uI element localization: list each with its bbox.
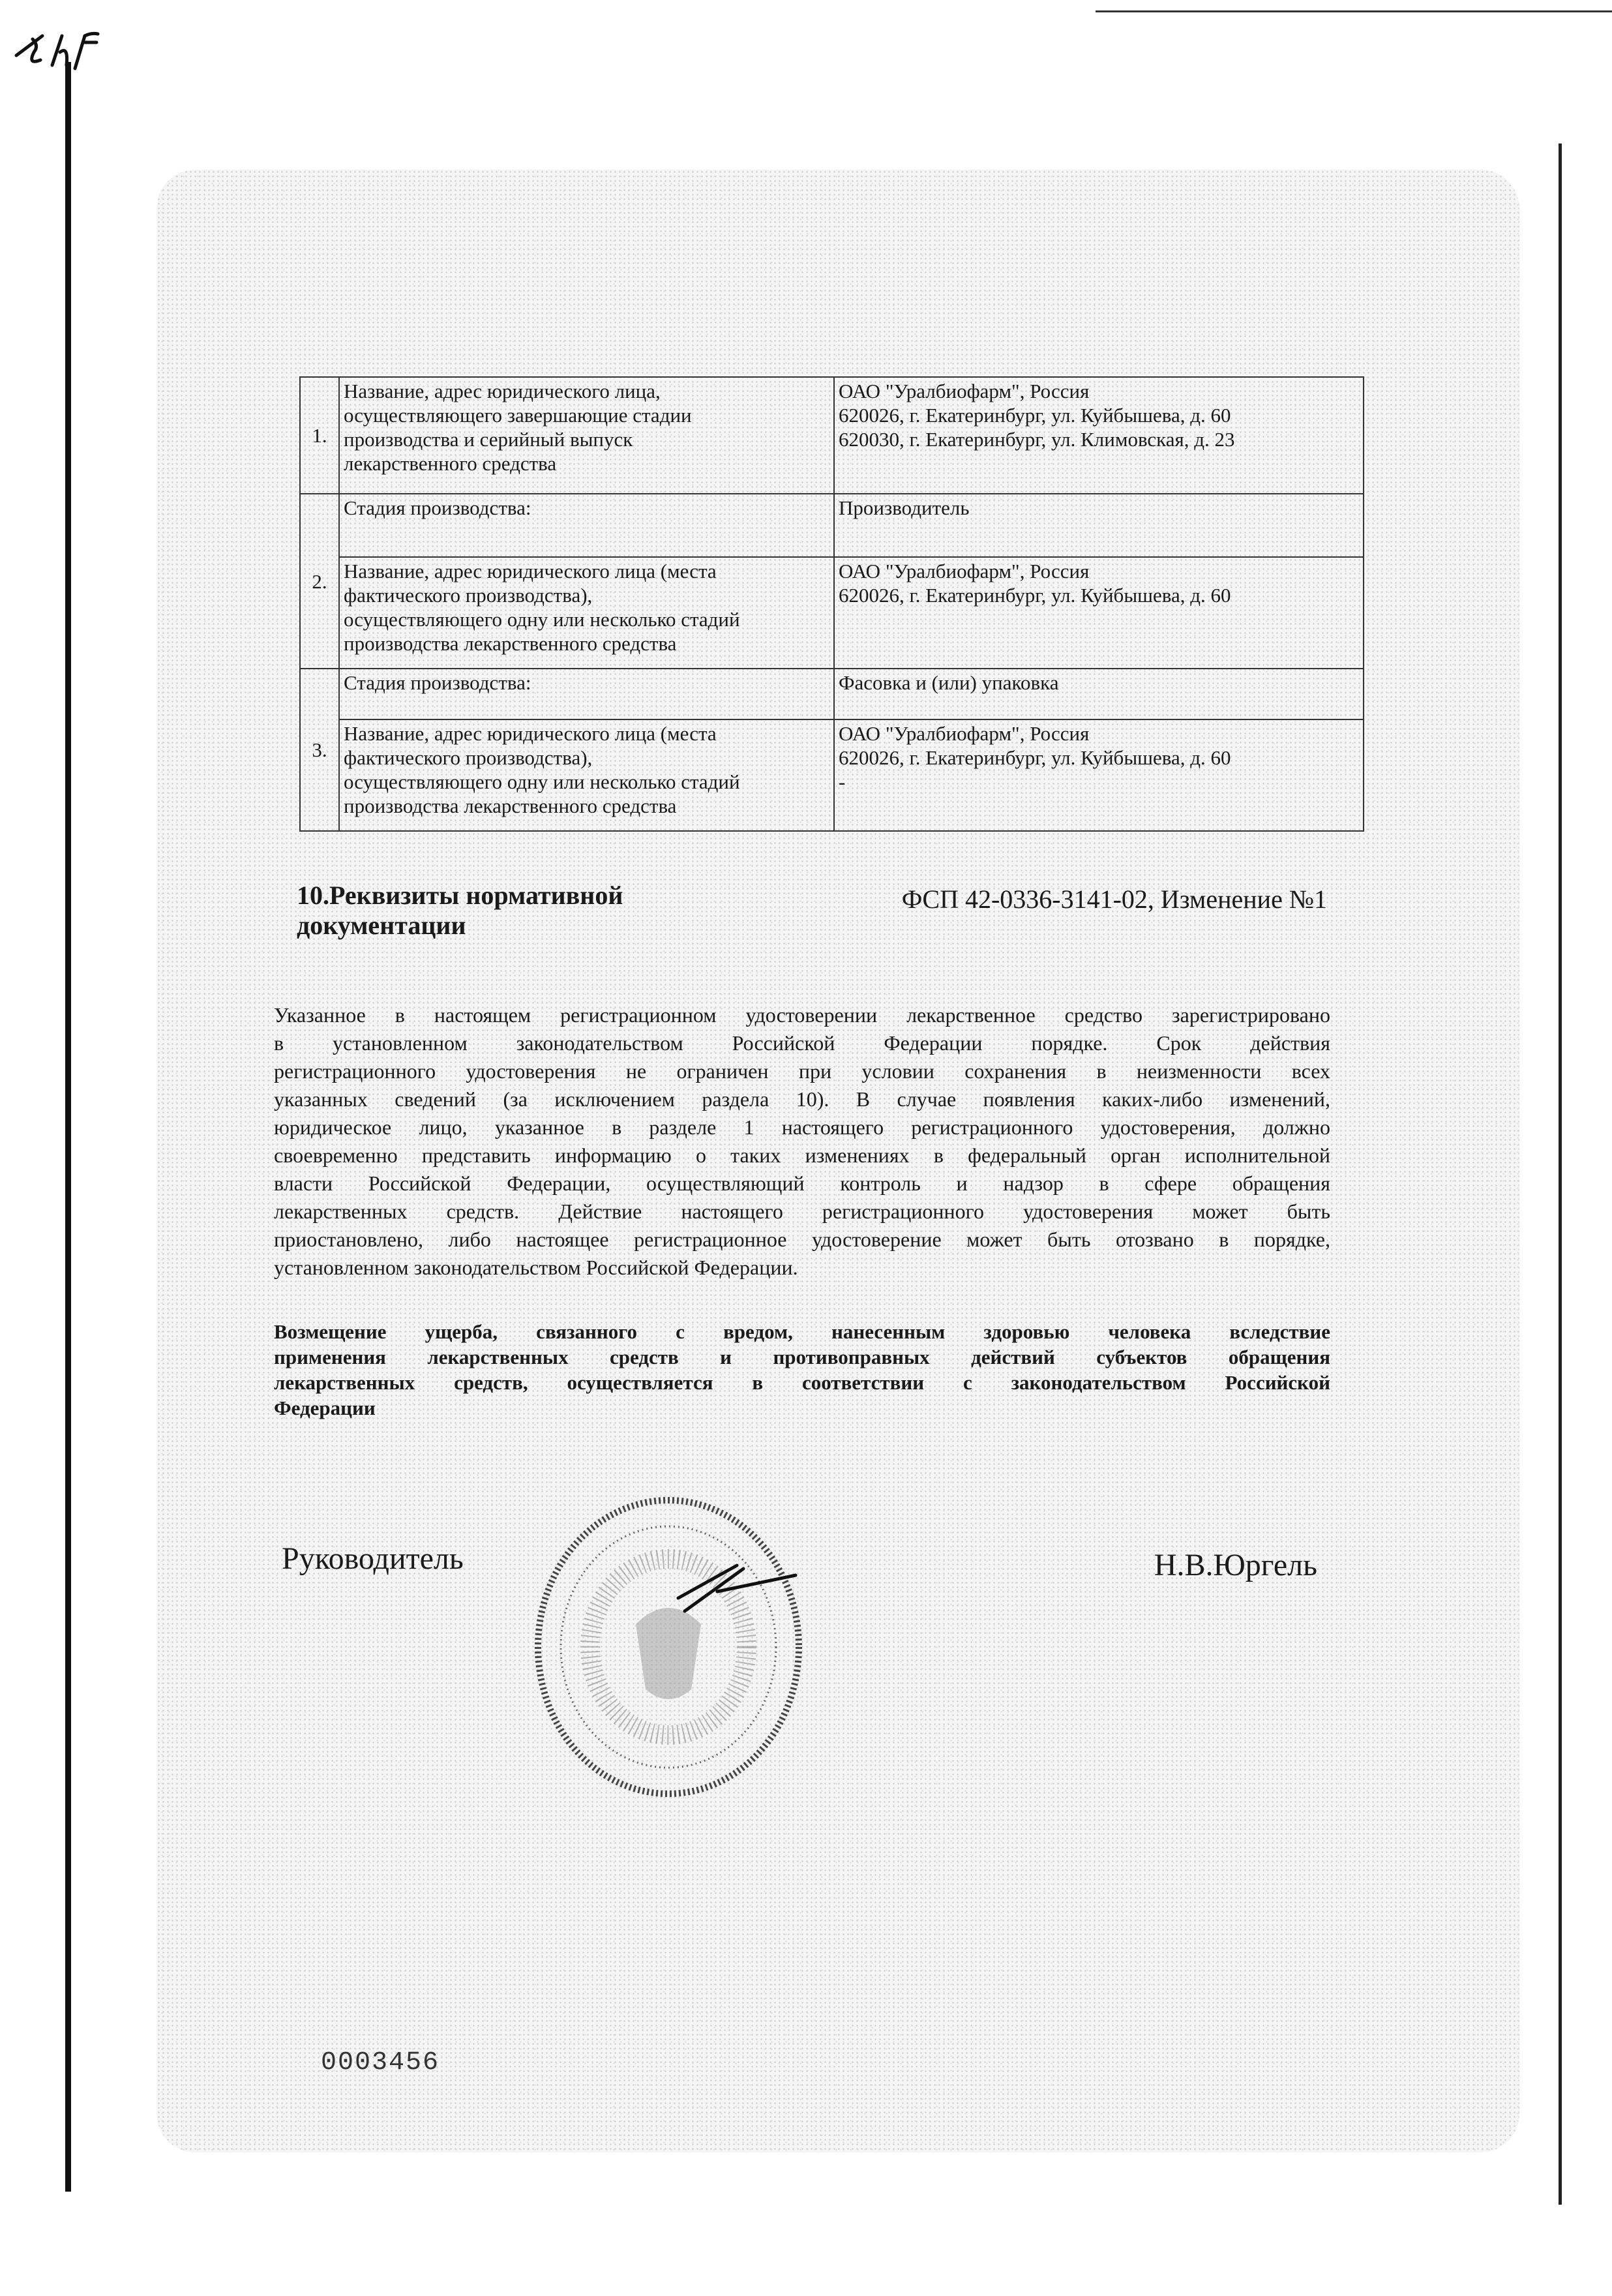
signatory-role: Руководитель <box>282 1541 464 1576</box>
paragraph-line: Возмещение ущерба, связанного с вредом, нанесенным здоровью человека вследствие <box>274 1320 1330 1343</box>
field-value-line: 620026, г. Екатеринбург, ул. Куйбышева, д. 60 <box>839 404 1231 427</box>
paragraph-line: в установленном законодательством Российской Федерации порядке. Срок действия <box>274 1031 1330 1055</box>
field-label-line: Стадия производства: <box>344 496 531 519</box>
field-value-cell <box>834 494 1364 557</box>
field-label-cell <box>339 377 834 494</box>
field-value-cell <box>834 669 1364 719</box>
field-value-line: Производитель <box>839 496 970 519</box>
serial-number: 0003456 <box>321 2048 440 2077</box>
registration-paragraph <box>274 1001 1330 1282</box>
field-value-line: 620026, г. Екатеринбург, ул. Куйбышева, д. 60 <box>839 746 1231 769</box>
section-10-value: ФСП 42-0336-3141-02, Изменение №1 <box>901 884 1327 914</box>
field-value-line: - <box>839 770 846 793</box>
field-label-line: производства и серийный выпуск <box>344 428 633 451</box>
paragraph-line: своевременно представить информацию о таких изменениях в федеральный орган исполнительной <box>274 1143 1330 1167</box>
field-label-cell <box>339 669 834 719</box>
field-label-line: лекарственного средства <box>344 452 557 475</box>
row-number: 1. <box>300 377 339 494</box>
paragraph-line: установленном законодательством Российской Федерации. <box>274 1256 798 1279</box>
signatory-name: Н.В.Юргель <box>1154 1548 1317 1582</box>
handwritten-page-number <box>13 20 111 72</box>
table-row <box>300 669 1364 719</box>
row-number: 2. <box>300 494 339 669</box>
official-seal-icon <box>522 1494 822 1800</box>
field-label-line: Название, адрес юридического лица, <box>344 380 661 402</box>
paragraph-line: Федерации <box>274 1397 376 1419</box>
field-label-line: Название, адрес юридического лица (места <box>344 722 717 745</box>
field-value-line: Фасовка и (или) упаковка <box>839 671 1059 694</box>
left-edge-line <box>65 62 71 2192</box>
paragraph-line: лекарственных средств. Действие настоящего регистрационного удостоверения может быть <box>274 1200 1330 1223</box>
paragraph-line: власти Российской Федерации, осуществляющий контроль и надзор в сфере обращения <box>274 1171 1330 1195</box>
field-value-line: ОАО "Уралбиофарм", Россия <box>839 560 1090 582</box>
right-edge-line <box>1559 144 1562 2205</box>
paragraph-line: лекарственных средств, осуществляется в соответствии с законодательством Российской <box>274 1371 1330 1394</box>
field-value-cell <box>834 377 1364 494</box>
field-label-line: фактического производства), <box>344 746 593 769</box>
paragraph-line: приостановлено, либо настоящее регистрационное удостоверение может быть отозвано в порядке, <box>274 1228 1330 1251</box>
field-value-line: 620026, г. Екатеринбург, ул. Куйбышева, д. 60 <box>839 584 1231 607</box>
field-value-line: 620030, г. Екатеринбург, ул. Климовская, д. 23 <box>839 428 1235 451</box>
row-number: 3. <box>300 669 339 831</box>
paragraph-line: Указанное в настоящем регистрационном удостоверении лекарственное средство зарегистрировано <box>274 1003 1330 1027</box>
manufacturer-table <box>299 376 1364 832</box>
field-label-line: Название, адрес юридического лица (места <box>344 560 717 582</box>
field-label-line: фактического производства), <box>344 584 593 607</box>
field-value-cell <box>834 719 1364 831</box>
table-row <box>300 719 1364 831</box>
field-label-line: осуществляющего завершающие стадии <box>344 404 692 427</box>
table-row <box>300 377 1364 494</box>
paragraph-line: юридическое лицо, указанное в разделе 1 настоящего регистрационного удостоверения, должно <box>274 1115 1330 1139</box>
field-label-line: Стадия производства: <box>344 671 531 694</box>
field-value-line: ОАО "Уралбиофарм", Россия <box>839 722 1090 745</box>
damages-paragraph <box>274 1319 1330 1421</box>
paragraph-line: указанных сведений (за исключением раздела 10). В случае появления каких-либо изменений, <box>274 1087 1330 1111</box>
paragraph-line: регистрационного удостоверения не ограничен при условии сохранения в неизменности всех <box>274 1059 1330 1083</box>
field-label-cell <box>339 494 834 557</box>
paragraph-line: применения лекарственных средств и противоправных действий субъектов обращения <box>274 1346 1330 1368</box>
section-10-label: 10.Реквизиты нормативной документации <box>297 881 623 940</box>
field-label-line: осуществляющего одну или несколько стадий <box>344 770 740 793</box>
table-row <box>300 557 1364 669</box>
field-value-line: ОАО "Уралбиофарм", Россия <box>839 380 1090 402</box>
top-edge-line <box>1096 10 1612 12</box>
table-row <box>300 494 1364 557</box>
field-label-cell <box>339 557 834 669</box>
field-label-line: осуществляющего одну или несколько стадий <box>344 608 740 631</box>
field-label-cell <box>339 719 834 831</box>
field-value-cell <box>834 557 1364 669</box>
field-label-line: производства лекарственного средства <box>344 794 677 817</box>
field-label-line: производства лекарственного средства <box>344 632 677 655</box>
